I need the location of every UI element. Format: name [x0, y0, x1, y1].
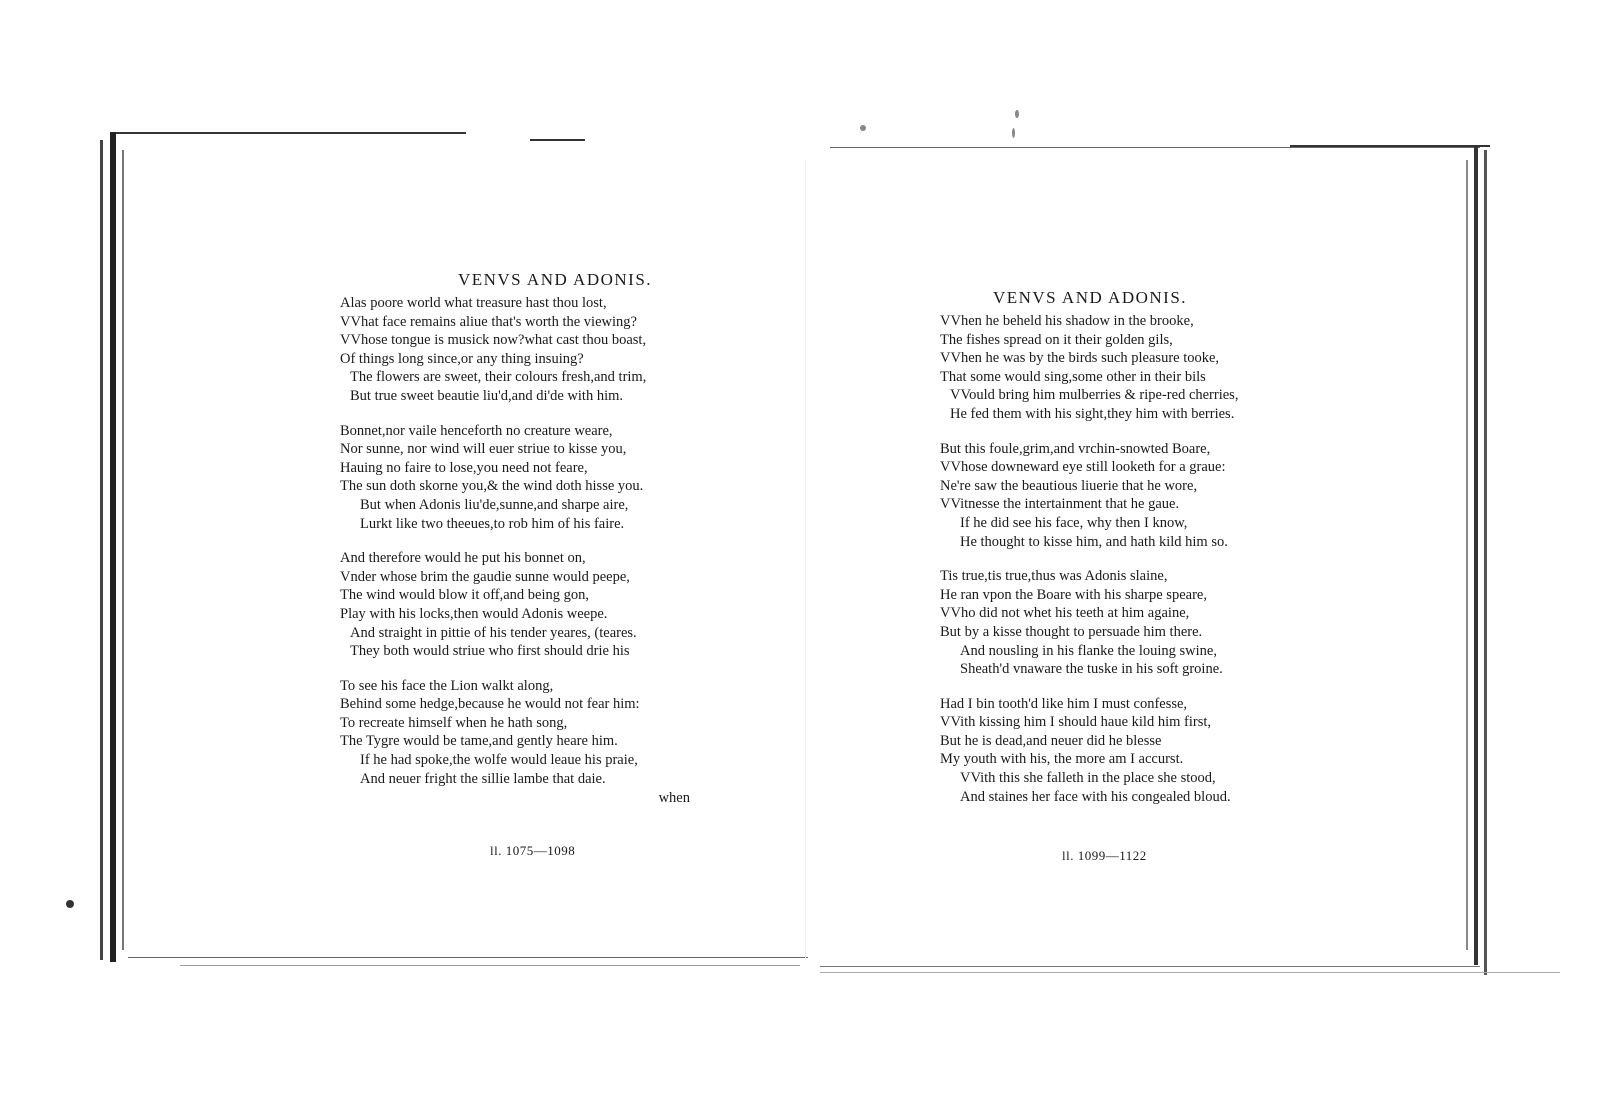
left-running-title: VENVS AND ADONIS. [457, 270, 653, 289]
verse-line: VVhen he beheld his shadow in the brooke, [940, 313, 1194, 329]
verse-line: Sheath'd vnaware the tuske in his soft groine. [960, 661, 1223, 678]
verse-line: To recreate himself when he hath song, [340, 714, 568, 731]
stanza [340, 677, 740, 789]
stanza [940, 440, 1360, 552]
left-top-edge-fragment [530, 139, 585, 141]
verse-line: VVhat face remains aliue that's worth the viewing? [340, 313, 637, 330]
right-page [940, 288, 1360, 822]
stanza [940, 312, 1360, 424]
verse-line: VVhose downeward eye still looketh for a graue: [940, 459, 1226, 476]
verse-line: And straight in pittie of his tender yeares, (teares. [350, 624, 637, 641]
verse-line: But when Adonis liu'de,sunne,and sharpe aire, [360, 496, 629, 513]
left-page-fore-edge [122, 150, 124, 950]
right-spine-edge [1474, 145, 1478, 965]
catchword: when [658, 790, 690, 807]
verse-line: Bonnet,nor vaile henceforth no creature weare, [340, 422, 613, 439]
scan-speck [860, 125, 866, 131]
verse-line: Alas poore world what treasure hast thou lost, [340, 295, 607, 311]
verse-line: Play with his locks,then would Adonis weepe. [340, 605, 608, 622]
left-top-edge [116, 132, 466, 134]
stanza [340, 422, 740, 534]
verse-line: VVhose tongue is musick now?what cast thou boast, [340, 332, 647, 349]
verse-line: Of things long since,or any thing insuing? [340, 350, 584, 367]
verse-line: But this foule,grim,and vrchin-snowted Boare, [940, 440, 1211, 457]
stanza [940, 567, 1360, 679]
verse-line: The fishes spread on it their golden gils, [940, 331, 1173, 348]
verse-line: Nor sunne, nor wind will euer striue to kisse you, [340, 441, 627, 458]
left-line-range: ll. 1075—1098 [490, 843, 576, 858]
verse-line: Behind some hedge,because he would not fear him: [340, 696, 640, 713]
verse-line: The flowers are sweet, their colours fresh,and trim, [350, 369, 647, 386]
verse-line: And therefore would he put his bonnet on, [340, 550, 586, 567]
right-page-edge [1484, 150, 1487, 975]
verse-line: That some would sing,some other in their bils [940, 368, 1206, 385]
scan-speck [1015, 110, 1019, 118]
scan-speck [66, 900, 74, 908]
verse-line: VVith kissing him I should haue kild him first, [940, 714, 1211, 731]
right-bottom-edge-shadow [820, 972, 1560, 973]
verse-line: And staines her face with his congealed bloud. [960, 788, 1231, 805]
verse-line: VVho did not whet his teeth at him againe, [940, 605, 1190, 622]
verse-line: Hauing no faire to lose,you need not feare, [340, 459, 588, 476]
verse-line: My youth with his, the more am I accurst. [940, 751, 1184, 768]
verse-line: Tis true,tis true,thus was Adonis slaine, [940, 568, 1168, 585]
right-page-fore-edge [1466, 160, 1468, 950]
verse-line: Had I bin tooth'd like him I must confesse, [940, 695, 1188, 712]
stanza [940, 695, 1360, 807]
verse-line: The wind would blow it off,and being gon, [340, 587, 590, 604]
verse-line: But by a kisse thought to persuade him there. [940, 623, 1203, 640]
right-line-range: ll. 1099—1122 [1062, 848, 1147, 863]
left-page-edge [100, 140, 103, 960]
verse-line: He thought to kisse him, and hath kild him so. [960, 533, 1228, 550]
right-top-edge [830, 147, 1480, 148]
verse-line: Vnder whose brim the gaudie sunne would peepe, [340, 568, 630, 585]
verse-line: If he had spoke,the wolfe would leaue his praie, [360, 752, 638, 769]
scan-speck [1012, 128, 1015, 138]
verse-line: And neuer fright the sillie lambe that daie. [360, 770, 606, 787]
verse-line: But he is dead,and neuer did he blesse [940, 732, 1162, 749]
right-running-title: VENVS AND ADONIS. [992, 288, 1188, 307]
verse-line: They both would striue who first should drie his [350, 643, 630, 660]
verse-line: He ran vpon the Boare with his sharpe speare, [940, 586, 1207, 603]
gutter [805, 160, 806, 960]
left-bottom-edge [128, 957, 808, 958]
left-page [340, 270, 740, 807]
stanza [340, 294, 740, 406]
verse-line: VVould bring him mulberries & ripe-red cherries, [950, 387, 1239, 404]
verse-line: But true sweet beautie liu'd,and di'de with him. [350, 387, 624, 404]
verse-line: To see his face the Lion walkt along, [340, 677, 554, 694]
right-bottom-edge [820, 966, 1480, 967]
verse-line: VVitnesse the intertainment that he gaue. [940, 496, 1180, 513]
verse-line: If he did see his face, why then I know, [960, 514, 1188, 531]
left-bottom-edge-shadow [180, 965, 800, 966]
stanza [340, 549, 740, 661]
verse-line: Lurkt like two theeues,to rob him of his faire. [360, 515, 625, 532]
right-top-edge-dark [1290, 145, 1490, 147]
verse-line: VVith this she falleth in the place she stood, [960, 770, 1216, 787]
verse-line: VVhen he was by the birds such pleasure tooke, [940, 350, 1220, 367]
verse-line: The sun doth skorne you,& the wind doth hisse you. [340, 478, 644, 495]
verse-line: The Tygre would be tame,and gently heare him. [340, 733, 618, 750]
verse-line: Ne're saw the beautious liuerie that he wore, [940, 477, 1198, 494]
verse-line: And nousling in his flanke the louing swine, [960, 642, 1217, 659]
left-spine-edge [110, 132, 116, 962]
verse-line: He fed them with his sight,they him with berries. [950, 405, 1235, 422]
